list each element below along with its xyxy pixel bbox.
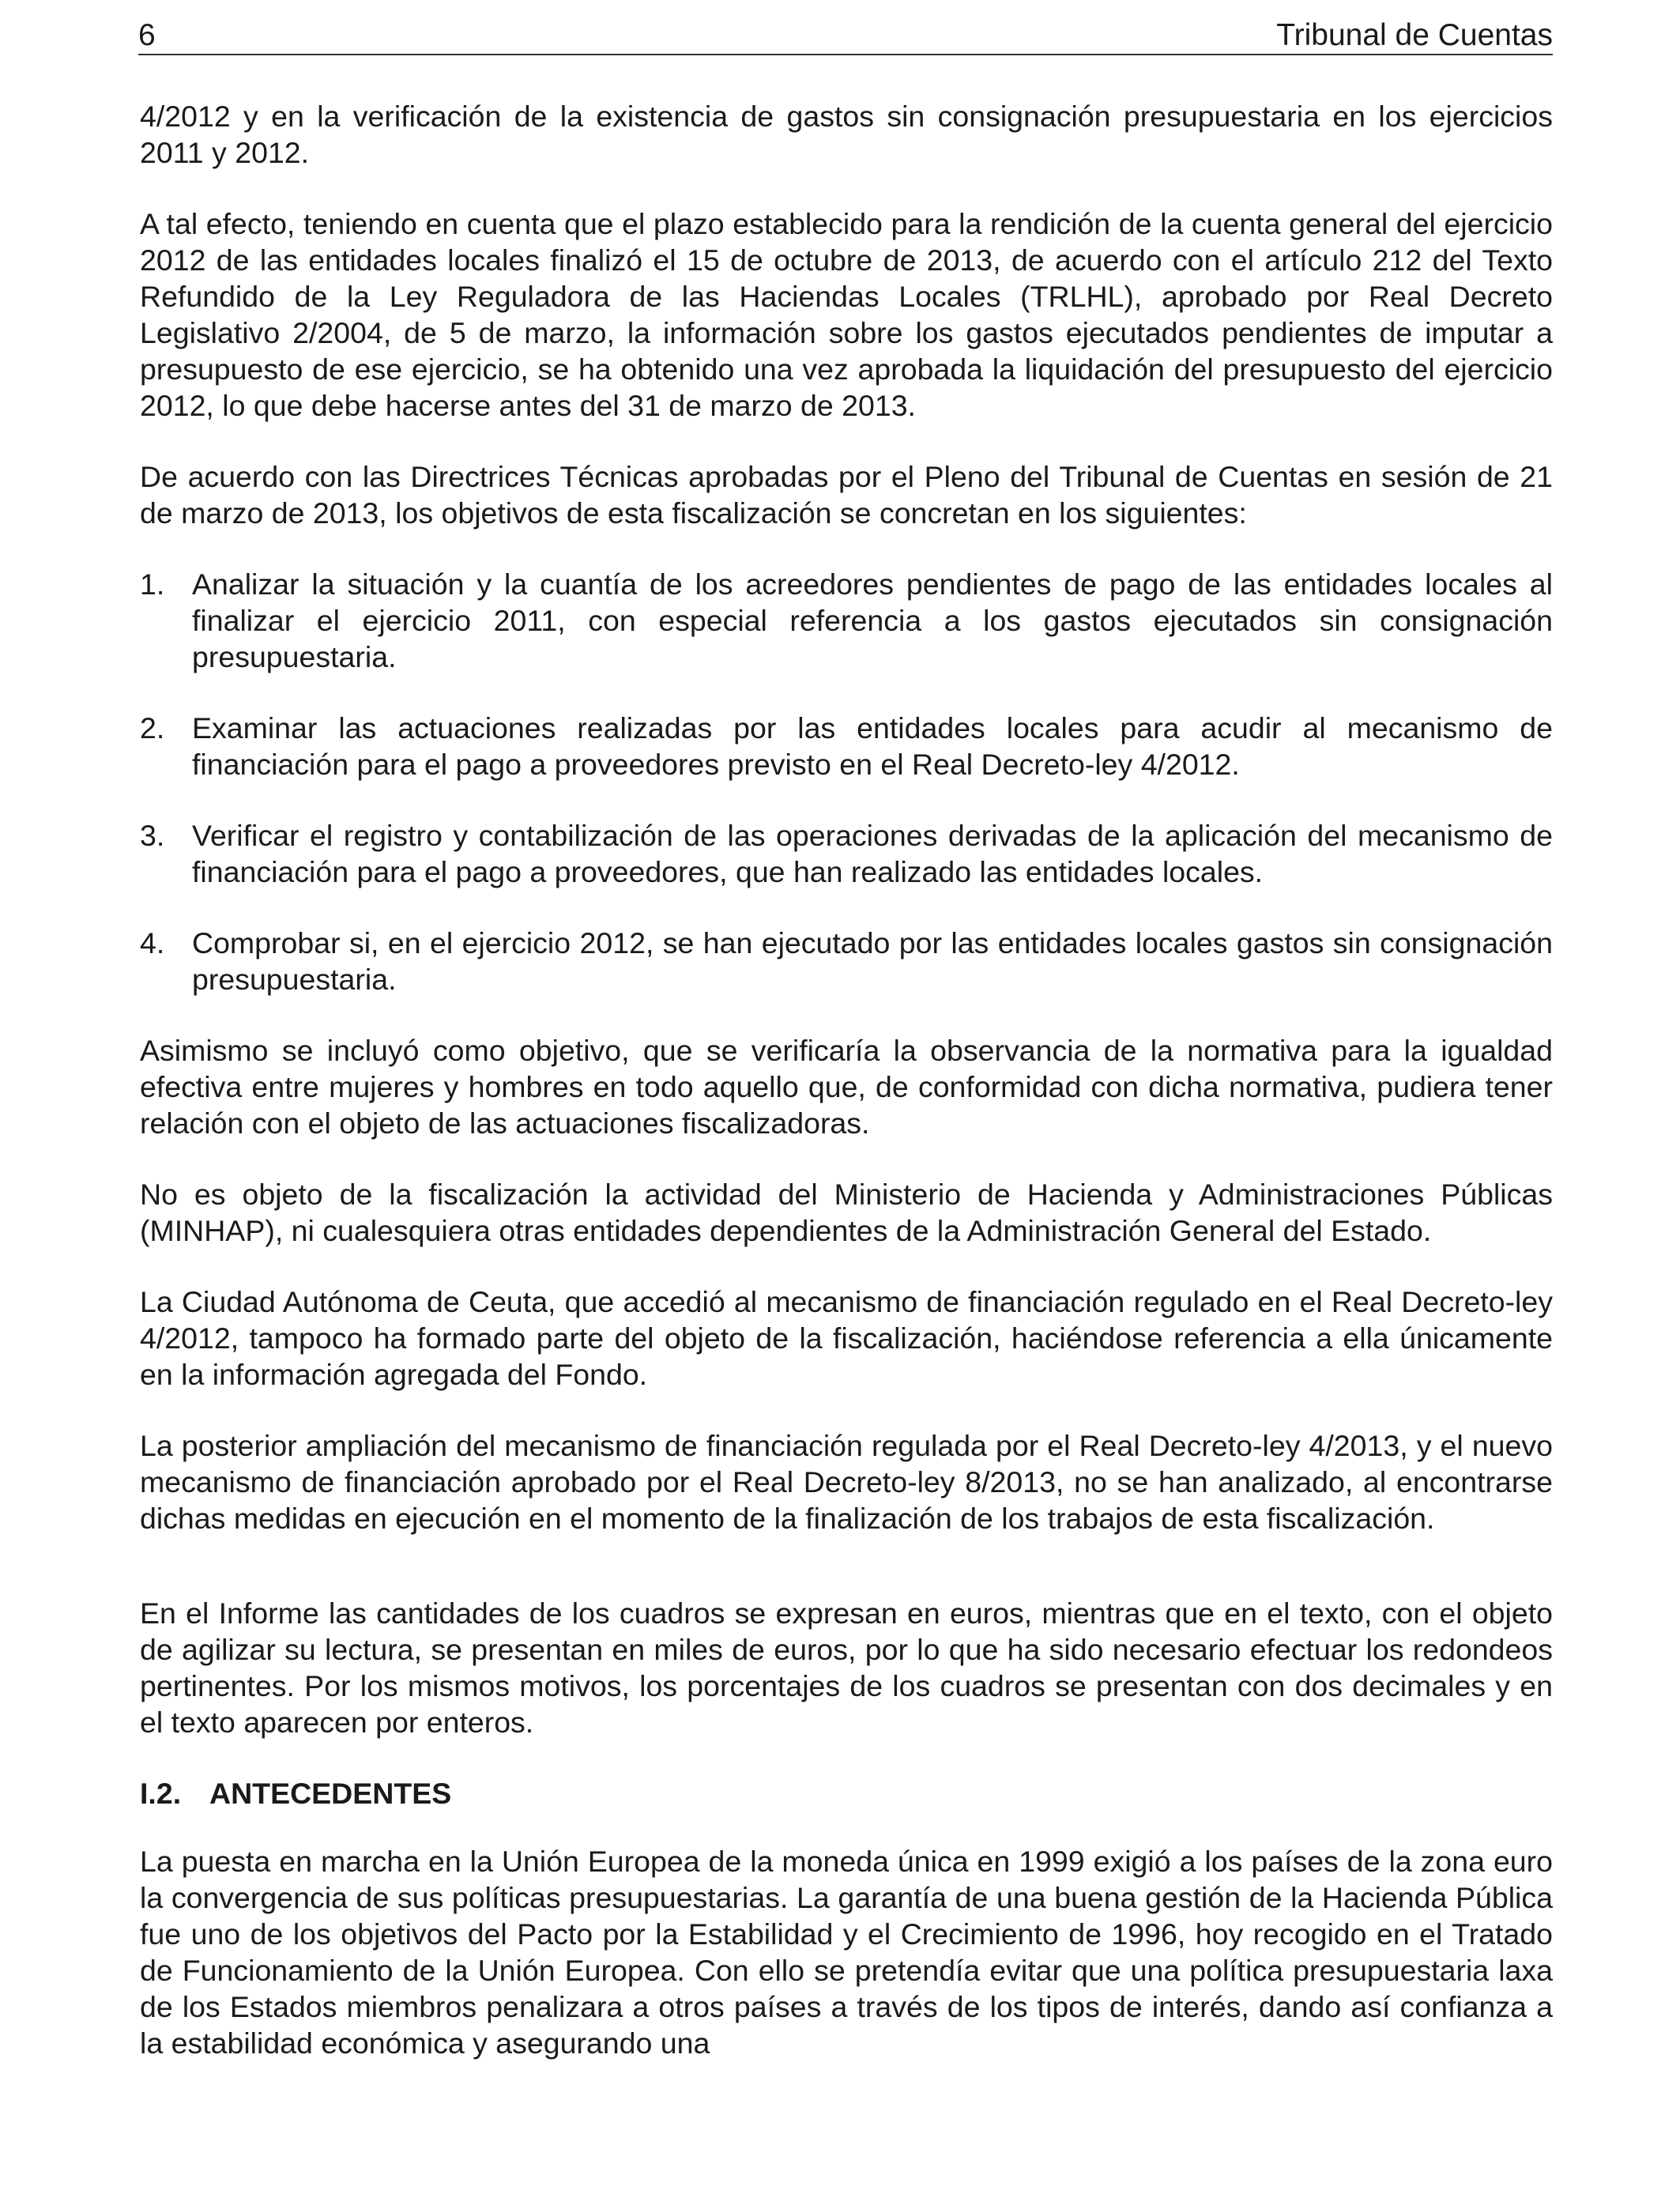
paragraph: La posterior ampliación del mecanismo de financiación regulada por el Real Decreto-ley 4/2013, y el nuevo mecanismo de financiación aprobado por el Real Decreto-ley 8/2013, no se han analizado, al encontrarse dichas medidas en ejecución en el momento de la finalización de los trabajos de esta fiscalización. [140, 1429, 1553, 1535]
list-item [140, 925, 1553, 997]
spacer [140, 1571, 1553, 1595]
list-item-number: 4. [140, 926, 165, 959]
list-item-text: Analizar la situación y la cuantía de los acreedores pendientes de pago de las entidades locales al finalizar el ejercicio 2011, con especial referencia a los gastos ejecutados sin consignación presupuestaria. [192, 567, 1553, 673]
paragraph: De acuerdo con las Directrices Técnicas aprobadas por el Pleno del Tribunal de Cuentas en sesión de 21 de marzo de 2013, los objetivos de esta fiscalización se concretan en los siguientes: [140, 460, 1553, 530]
paragraph: A tal efecto, teniendo en cuenta que el plazo establecido para la rendición de la cuenta general del ejercicio 2012 de las entidades locales finalizó el 15 de octubre de 2013, de acuerdo con el artículo 212 del Texto Refundido de la Ley Reguladora de las Haciendas Locales (TRLHL), aprobado por Real Decreto Legislativo 2/2004, de 5 de marzo, la información sobre los gastos ejecutados pendientes de imputar a presupuesto de ese ejercicio, se ha obtenido una vez aprobada la liquidación del presupuesto del ejercicio 2012, lo que debe hacerse antes del 31 de marzo de 2013. [140, 207, 1553, 422]
list-item [140, 566, 1553, 675]
section-heading [140, 1775, 1553, 1811]
list-item [140, 817, 1553, 890]
paragraph: No es objeto de la fiscalización la actividad del Ministerio de Hacienda y Administraciones Públicas (MINHAP), ni cualesquiera otras entidades dependientes de la Administración General del Estado. [140, 1178, 1553, 1247]
list-item [140, 710, 1553, 782]
list-item-number: 3. [140, 819, 165, 852]
objectives-list [140, 566, 1553, 997]
page-header [138, 17, 1553, 55]
page-body [140, 98, 1553, 2096]
paragraph: 4/2012 y en la verificación de la existencia de gastos sin consignación presupuestaria en los ejercicios 2011 y 2012. [140, 100, 1553, 169]
list-item-number: 2. [140, 711, 165, 745]
section-number: I.2. [140, 1777, 182, 1810]
paragraph: La puesta en marcha en la Unión Europea de la moneda única en 1999 exigió a los países de la zona euro la convergencia de sus políticas presupuestarias. La garantía de una buena gestión de la Hacienda Pública fue uno de los objetivos del Pacto por la Estabilidad y el Crecimiento de 1996, hoy recogido en el Tratado de Funcionamiento de la Unión Europea. Con ello se pretendía evitar que una política presupuestaria laxa de los Estados miembros penalizara a otros países a través de los tipos de interés, dando así confianza a la estabilidad económica y asegurando una [140, 1845, 1553, 2060]
section-title: ANTECEDENTES [209, 1777, 452, 1810]
paragraph: La Ciudad Autónoma de Ceuta, que accedió al mecanismo de financiación regulado en el Real Decreto-ley 4/2012, tampoco ha formado parte del objeto de la fiscalización, haciéndose referencia a ella únicamente en la información agregada del Fondo. [140, 1285, 1553, 1391]
header-title: Tribunal de Cuentas [1276, 18, 1553, 52]
list-item-number: 1. [140, 567, 165, 601]
page-number: 6 [138, 18, 156, 52]
list-item-text: Verificar el registro y contabilización de las operaciones derivadas de la aplicación del mecanismo de financiación para el pago a proveedores, que han realizado las entidades locales. [192, 819, 1553, 888]
list-item-text: Examinar las actuaciones realizadas por las entidades locales para acudir al mecanismo de financiación para el pago a proveedores previsto en el Real Decreto-ley 4/2012. [192, 711, 1553, 781]
paragraph: En el Informe las cantidades de los cuadros se expresan en euros, mientras que en el texto, con el objeto de agilizar su lectura, se presentan en miles de euros, por lo que ha sido necesario efectuar los redondeos pertinentes. Por los mismos motivos, los porcentajes de los cuadros se presentan con dos decimales y en el texto aparecen por enteros. [140, 1596, 1553, 1739]
list-item-text: Comprobar si, en el ejercicio 2012, se han ejecutado por las entidades locales gastos sin consignación presupuestaria. [192, 926, 1553, 996]
paragraph: Asimismo se incluyó como objetivo, que se verificaría la observancia de la normativa para la igualdad efectiva entre mujeres y hombres en todo aquello que, de conformidad con dicha normativa, pudiera tener relación con el objeto de las actuaciones fiscalizadoras. [140, 1034, 1553, 1140]
